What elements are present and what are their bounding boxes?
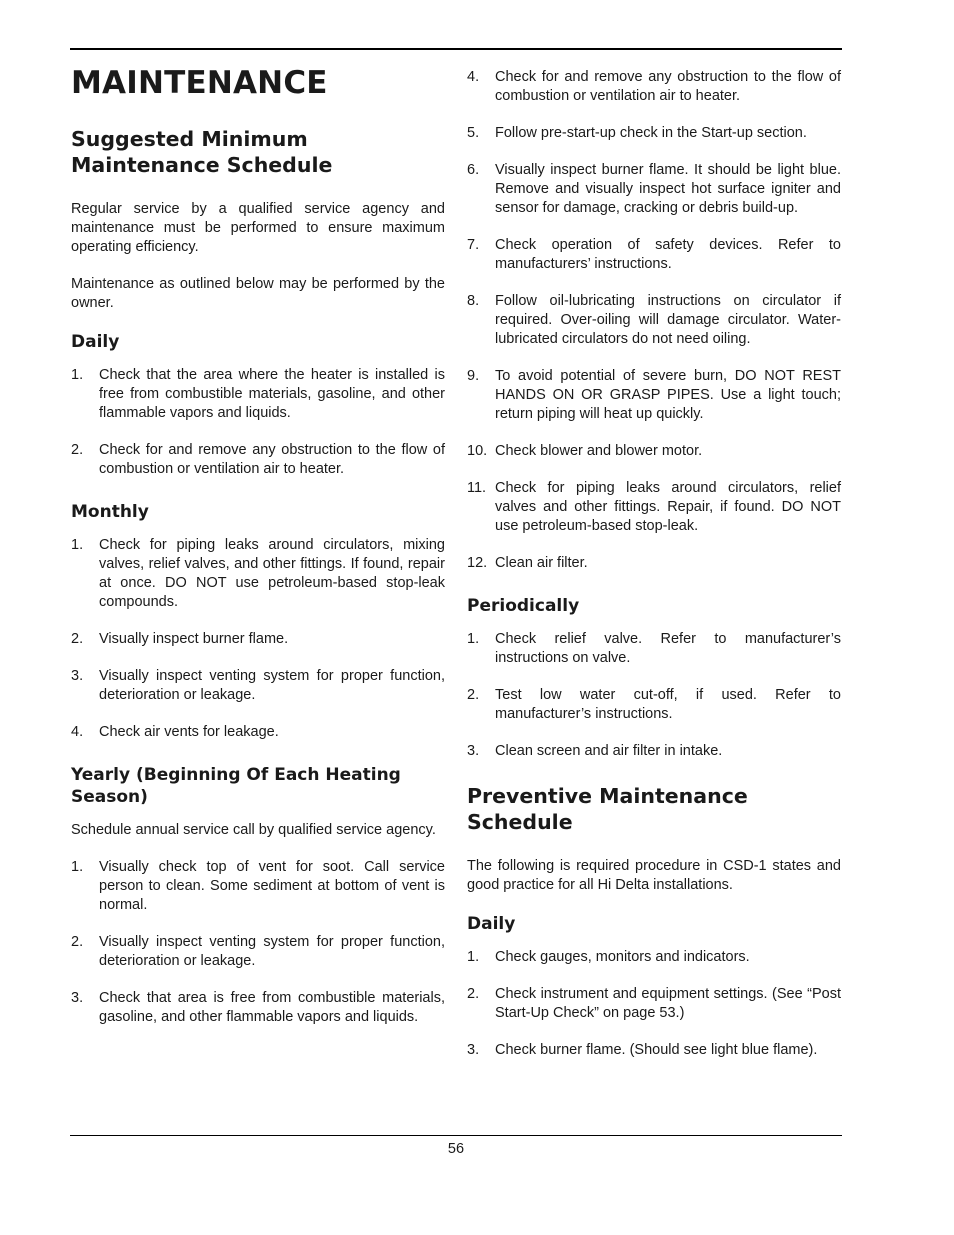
- item-text: Clean screen and air filter in intake.: [495, 743, 723, 759]
- item-number: 1.: [71, 859, 84, 875]
- list-item: [71, 667, 445, 705]
- page-title: MAINTENANCE: [71, 65, 328, 101]
- yearly-intro: Schedule annual service call by qualified service agency.: [71, 822, 436, 838]
- item-number: 3.: [467, 1042, 480, 1058]
- item-number: 2.: [467, 687, 480, 703]
- list-item: [71, 933, 445, 971]
- yearly-list: [71, 858, 445, 1027]
- item-number: 2.: [467, 986, 480, 1002]
- list-item: [467, 686, 841, 724]
- list-item: [467, 630, 841, 668]
- monthly-heading: Monthly: [71, 502, 149, 522]
- item-number: 1.: [467, 949, 480, 965]
- item-number: 3.: [71, 990, 84, 1006]
- list-item: [467, 442, 841, 461]
- periodically-heading: Periodically: [467, 596, 580, 616]
- bottom-rule: [70, 1135, 842, 1136]
- item-text: Check air vents for leakage.: [99, 724, 279, 740]
- list-item: [467, 161, 841, 218]
- item-text: Visually inspect burner flame.: [99, 631, 289, 647]
- preventive-schedule-heading: Preventive Maintenance Schedule: [467, 784, 748, 834]
- item-number: 1.: [71, 537, 84, 553]
- item-text: Clean air filter.: [495, 555, 588, 571]
- item-text: Check operation of safety devices. Refer to manufacturers’ instructions.: [495, 237, 841, 272]
- list-item: [71, 630, 445, 649]
- list-item: [71, 536, 445, 612]
- page-number: 56: [447, 1141, 465, 1157]
- item-number: 2.: [71, 631, 84, 647]
- item-number: 7.: [467, 237, 480, 253]
- list-item: [467, 948, 841, 967]
- item-text: Follow oil-lubricating instructions on circulator if required. Over-oiling will damage circulator. Water-lubricated circulators do not need oiling.: [495, 293, 841, 347]
- item-text: Check burner flame. (Should see light blue flame).: [495, 1042, 818, 1058]
- monthly-list: [71, 536, 445, 742]
- daily-heading: Daily: [71, 332, 120, 352]
- item-text: Check for piping leaks around circulators, mixing valves, relief valves, and other fittings. If found, repair at once. DO NOT use petroleum-based stop-leak compounds.: [99, 537, 445, 610]
- preventive-intro: The following is required procedure in CSD-1 states and good practice for all Hi Delta installations.: [467, 858, 841, 893]
- list-item: [467, 1041, 841, 1060]
- periodically-list: [467, 630, 841, 761]
- item-text: Check gauges, monitors and indicators.: [495, 949, 750, 965]
- list-item: [71, 723, 445, 742]
- item-text: Check instrument and equipment settings. (See “Post Start-Up Check” on page 53.): [495, 986, 841, 1021]
- item-number: 4.: [71, 724, 84, 740]
- daily-list: [71, 366, 445, 479]
- list-item: [467, 367, 841, 424]
- item-number: 4.: [467, 69, 480, 85]
- item-number: 12.: [467, 555, 488, 571]
- list-item: [71, 366, 445, 423]
- item-number: 10.: [467, 443, 488, 459]
- list-item: [71, 858, 445, 915]
- list-item: [467, 124, 841, 143]
- top-rule: [70, 48, 842, 50]
- item-number: 5.: [467, 125, 480, 141]
- yearly-heading: Yearly (Beginning Of Each Heating Season): [71, 765, 401, 807]
- left-column: [71, 60, 445, 1045]
- item-text: Check relief valve. Refer to manufacturer’s instructions on valve.: [495, 631, 841, 666]
- list-item: [467, 479, 841, 536]
- item-number: 2.: [71, 934, 84, 950]
- item-text: Check for piping leaks around circulators, relief valves and other fittings. Repair, if found. DO NOT use petroleum-based stop-leak.: [495, 480, 841, 534]
- list-item: [467, 985, 841, 1023]
- suggested-schedule-heading: Suggested Minimum Maintenance Schedule: [71, 127, 333, 177]
- item-number: 9.: [467, 368, 480, 384]
- list-item: [467, 68, 841, 106]
- item-text: Check that area is free from combustible materials, gasoline, and other flammable vapors and liquids.: [99, 990, 445, 1025]
- item-number: 2.: [71, 442, 84, 458]
- item-text: Visually inspect venting system for proper function, deterioration or leakage.: [99, 668, 445, 703]
- list-item: [467, 742, 841, 761]
- right-column: [467, 68, 841, 1078]
- list-item: [467, 292, 841, 349]
- list-item: [71, 441, 445, 479]
- item-text: Check for and remove any obstruction to the flow of combustion or ventilation air to heater.: [99, 442, 445, 477]
- item-number: 1.: [71, 367, 84, 383]
- item-number: 3.: [467, 743, 480, 759]
- preventive-daily-heading: Daily: [467, 914, 516, 934]
- intro-paragraph: Maintenance as outlined below may be performed by the owner.: [71, 276, 445, 311]
- item-text: To avoid potential of severe burn, DO NOT REST HANDS ON OR GRASP PIPES. Use a light touch; return piping will heat up quickly.: [495, 368, 841, 422]
- item-number: 6.: [467, 162, 480, 178]
- item-text: Visually inspect venting system for proper function, deterioration or leakage.: [99, 934, 445, 969]
- item-text: Check for and remove any obstruction to the flow of combustion or ventilation air to heater.: [495, 69, 841, 104]
- list-item: [467, 236, 841, 274]
- item-text: Visually inspect burner flame. It should be light blue. Remove and visually inspect hot surface igniter and sensor for damage, cracking or debris build-up.: [495, 162, 841, 216]
- item-text: Check that the area where the heater is installed is free from combustible materials, gasoline, and other flammable vapors and liquids.: [99, 367, 445, 421]
- item-text: Test low water cut-off, if used. Refer to manufacturer’s instructions.: [495, 687, 841, 722]
- yearly-list-continued: [467, 68, 841, 573]
- list-item: [467, 554, 841, 573]
- item-number: 3.: [71, 668, 84, 684]
- item-text: Check blower and blower motor.: [495, 443, 703, 459]
- intro-paragraph: Regular service by a qualified service agency and maintenance must be performed to ensure maximum operating efficiency.: [71, 201, 445, 255]
- item-number: 1.: [467, 631, 480, 647]
- item-number: 11.: [467, 480, 487, 496]
- item-text: Visually check top of vent for soot. Call service person to clean. Some sediment at bottom of vent is normal.: [99, 859, 445, 913]
- list-item: [71, 989, 445, 1027]
- item-number: 8.: [467, 293, 480, 309]
- preventive-daily-list: [467, 948, 841, 1060]
- item-text: Follow pre-start-up check in the Start-up section.: [495, 125, 807, 141]
